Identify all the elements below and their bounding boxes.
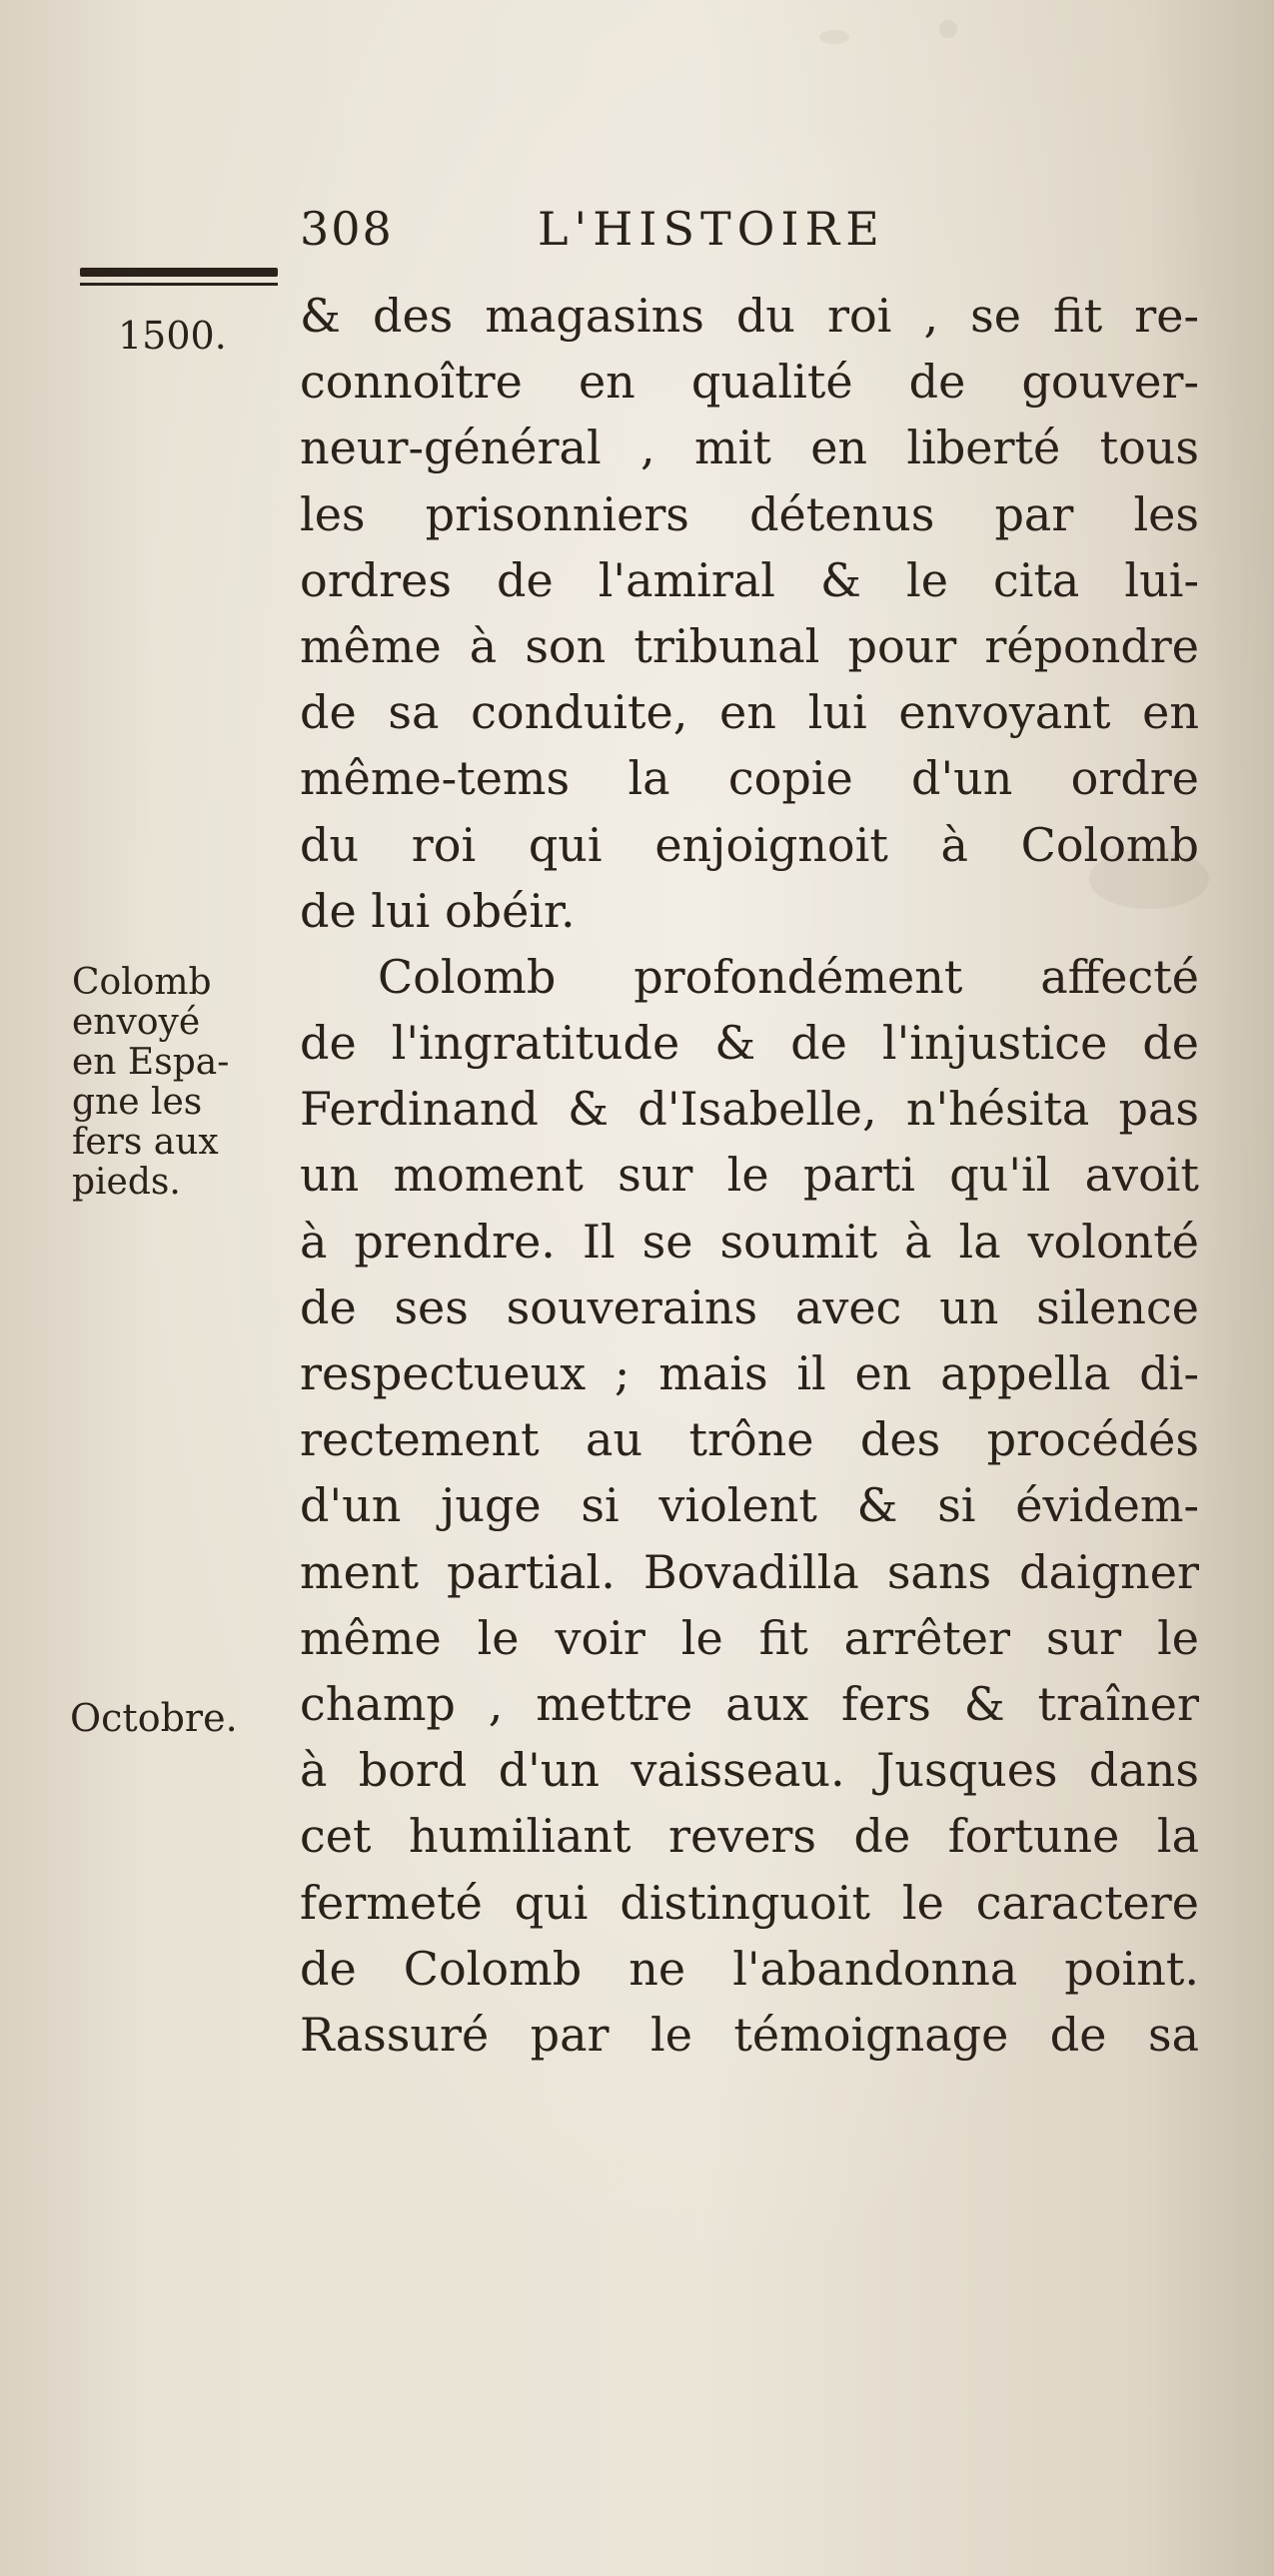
text-line: du roi qui enjoignoit à Colomb (300, 817, 1199, 872)
text-line: fermeté qui distinguoit le caractere (300, 1875, 1199, 1930)
header-rule-thin (80, 283, 278, 286)
text-line: cet humiliant revers de fortune la (300, 1809, 1199, 1864)
margin-note-line: en Espa- (72, 1042, 230, 1083)
text-line: ordres de l'amiral & le cita lui- (300, 552, 1199, 607)
text-line: les prisonniers détenus par les (300, 486, 1199, 541)
text-line: même-tems la copie d'un ordre (300, 751, 1199, 806)
text-line: un moment sur le parti qu'il avoit (300, 1148, 1199, 1203)
text-line: de Colomb ne l'abandonna point. (300, 1941, 1199, 1996)
text-line: champ , mettre aux fers & traîner (300, 1676, 1199, 1731)
margin-note-line: pieds. (72, 1162, 181, 1203)
margin-note-line: gne les (72, 1082, 203, 1123)
running-title: L'HISTOIRE (538, 202, 885, 256)
text-line: à bord d'un vaisseau. Jusques dans (300, 1743, 1199, 1798)
text-line: ment partial. Bovadilla sans daigner (300, 1544, 1199, 1599)
text-line: de ses souverains avec un silence (300, 1280, 1199, 1334)
margin-note-line: envoyé (72, 1002, 201, 1043)
text-line: & des magasins du roi , se fit re- (300, 289, 1199, 343)
text-line: même le voir le fit arrêter sur le (300, 1610, 1199, 1665)
text-line: de sa conduite, en lui envoyant en (300, 685, 1199, 740)
page-number: 308 (300, 202, 394, 256)
margin-note-colomb (72, 963, 302, 1203)
paper-stain (939, 20, 957, 38)
text-line: de l'ingratitude & de l'injustice de (300, 1016, 1199, 1071)
text-line: à prendre. Il se soumit à la volonté (300, 1214, 1199, 1269)
paper-stain (819, 30, 849, 44)
text-line: respectueux ; mais il en appella di- (300, 1346, 1199, 1400)
text-line: neur-général , mit en liberté tous (300, 421, 1199, 475)
text-line: connoître en qualité de gouver- (300, 355, 1199, 410)
text-line: Rassuré par le témoignage de sa (300, 2007, 1199, 2062)
margin-note-line: Colomb (72, 962, 212, 1003)
text-line: de lui obéir. (300, 883, 576, 938)
text-line: Ferdinand & d'Isabelle, n'hésita pas (300, 1082, 1199, 1137)
running-header (300, 202, 999, 262)
text-line: même à son tribunal pour répondre (300, 618, 1199, 673)
header-rule (80, 268, 278, 277)
text-line: d'un juge si violent & si évidem- (300, 1478, 1199, 1533)
text-line: Colomb profondément affecté (378, 949, 1199, 1004)
margin-note-line: fers aux (72, 1122, 219, 1163)
body-text (300, 283, 1199, 2068)
margin-year: 1500. (118, 314, 227, 358)
margin-note-octobre: Octobre. (70, 1696, 238, 1740)
text-line: rectement au trône des procédés (300, 1412, 1199, 1467)
